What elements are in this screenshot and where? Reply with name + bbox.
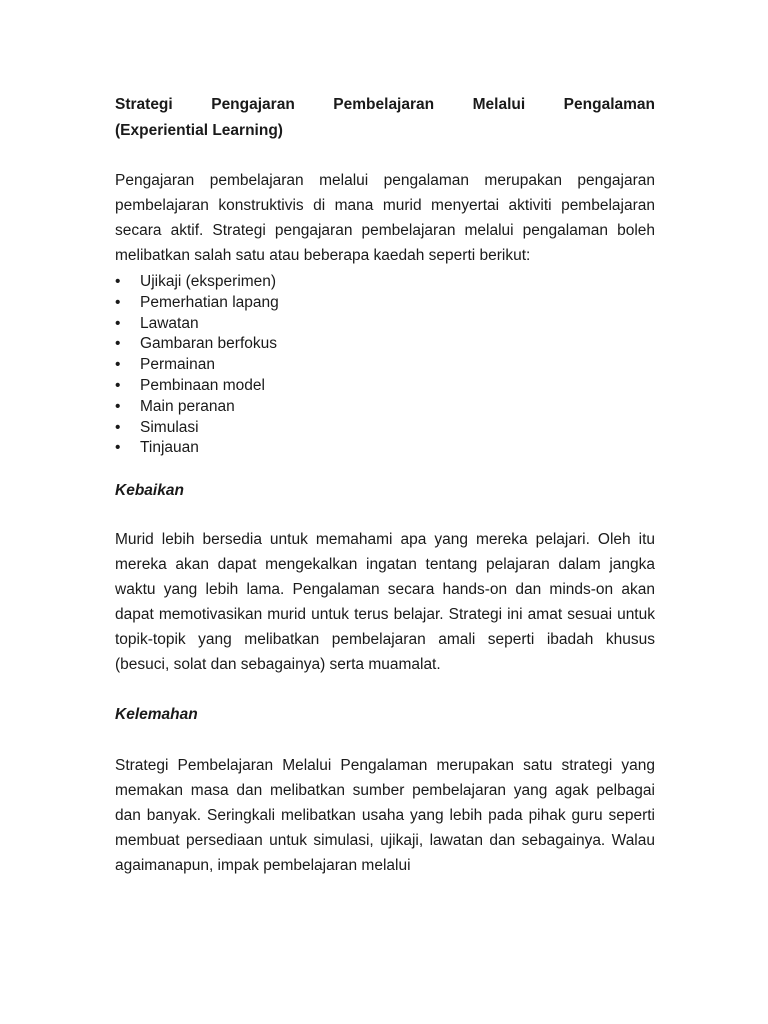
list-item-label: Ujikaji (eksperimen) <box>140 273 277 290</box>
kelemahan-paragraph: Strategi Pembelajaran Melalui Pengalaman merupakan satu strategi yang memakan masa dan melibatkan sumber pembelajaran yang agak pelbagai dan banyak. Seringkali melibatkan usaha yang lebih pada pihak guru seperti membuat persediaan untuk simulasi, ujikaji, lawatan dan sebagainya. Walau agaimanapun, impak pembelajaran melalui <box>115 757 655 875</box>
section-heading-kebaikan: Kebaikan <box>115 482 184 500</box>
bullet-icon: • <box>115 273 121 290</box>
intro-paragraph: Pengajaran pembelajaran melalui pengalaman merupakan pengajaran pembelajaran konstruktivis di mana murid menyertai aktiviti pembelajaran secara aktif. Strategi pengajaran pembelajaran melalui pengalaman boleh melibatkan salah satu atau beberapa kaedah seperti berikut: <box>115 172 655 264</box>
bullet-icon: • <box>115 356 121 374</box>
list-item-label: Lawatan <box>140 314 199 332</box>
list-item <box>115 438 655 459</box>
title-line-2: (Experiential Learning) <box>115 122 283 139</box>
title-line-1: Strategi Pengajaran Pembelajaran Melalui Pengalaman <box>115 96 655 113</box>
list-item <box>115 293 655 314</box>
methods-list <box>115 272 655 459</box>
list-item <box>115 355 655 376</box>
list-item <box>115 418 655 439</box>
list-item-label: Pembinaan model <box>140 376 265 394</box>
kebaikan-paragraph: Murid lebih bersedia untuk memahami apa yang mereka pelajari. Oleh itu mereka akan dapat mengekalkan ingatan tentang pelajaran dalam jangka waktu yang lebih lama. Pengalaman secara hands-on dan minds-on akan dapat memotivasikan murid untuk terus belajar. Strategi ini amat sesuai untuk topik-topik yang melibatkan pembelajaran amali seperti ibadah khusus (besuci, solat dan sebagainya) serta muamalat. <box>115 531 655 674</box>
list-item <box>115 314 655 335</box>
list-item <box>115 376 655 397</box>
bullet-icon: • <box>115 439 121 457</box>
list-item-label: Pemerhatian lapang <box>140 293 279 311</box>
list-item-label: Simulasi <box>140 418 199 436</box>
document-title <box>115 92 655 144</box>
list-item-label: Gambaran berfokus <box>140 335 277 353</box>
list-item <box>115 334 655 355</box>
bullet-icon: • <box>115 418 121 436</box>
document-page <box>115 92 655 878</box>
list-item-label: Main peranan <box>140 397 235 415</box>
list-item-label: Tinjauan <box>140 439 199 457</box>
bullet-icon: • <box>115 293 121 311</box>
list-item-label: Permainan <box>140 356 215 374</box>
bullet-icon: • <box>115 376 121 394</box>
bullet-icon: • <box>115 314 121 332</box>
bullet-icon: • <box>115 397 121 415</box>
section-heading-kelemahan: Kelemahan <box>115 706 198 724</box>
list-item <box>115 397 655 418</box>
bullet-icon: • <box>115 335 121 353</box>
list-item <box>115 272 655 293</box>
